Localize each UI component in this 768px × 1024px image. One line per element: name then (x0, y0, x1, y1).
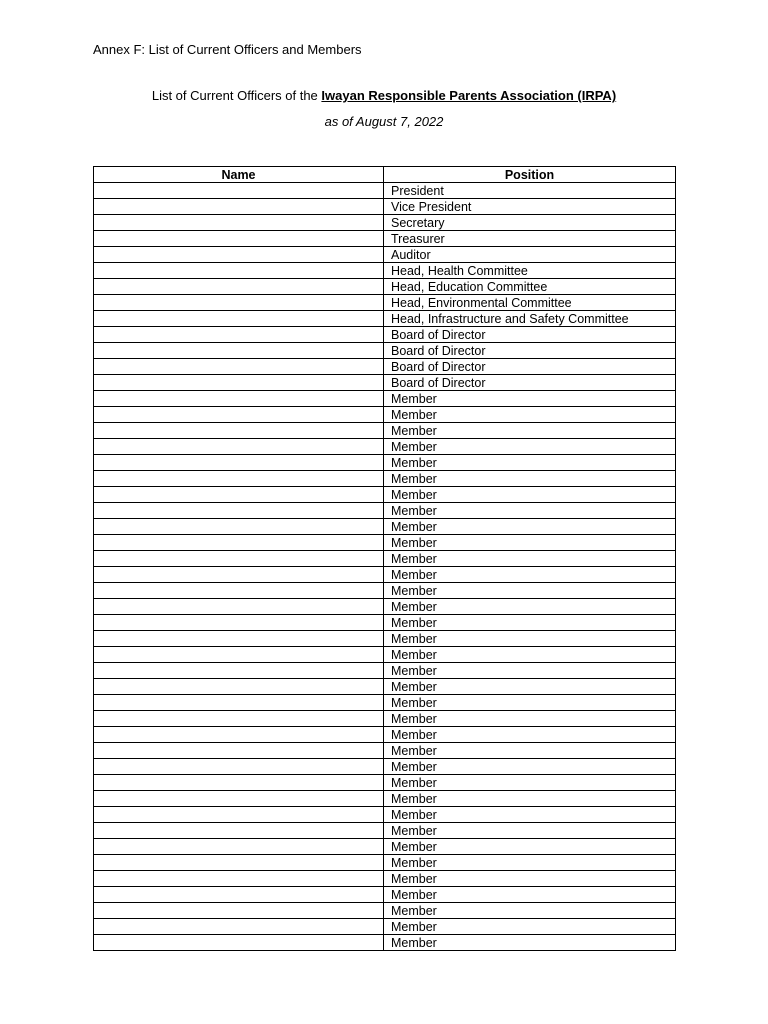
table-row (94, 551, 676, 567)
table-row (94, 775, 676, 791)
position-cell: Member (384, 727, 676, 743)
name-cell (94, 231, 384, 247)
table-row (94, 663, 676, 679)
as-of-date: as of August 7, 2022 (324, 114, 444, 129)
officers-table-body (94, 183, 676, 951)
annex-heading: Annex F: List of Current Officers and Members (93, 42, 362, 57)
position-cell: Member (384, 519, 676, 535)
name-cell (94, 743, 384, 759)
position-cell: Member (384, 903, 676, 919)
position-cell: Member (384, 679, 676, 695)
position-cell: Member (384, 855, 676, 871)
table-row (94, 855, 676, 871)
position-cell: Member (384, 663, 676, 679)
position-cell: Head, Infrastructure and Safety Committee (384, 311, 676, 327)
name-cell (94, 183, 384, 199)
position-cell: Member (384, 935, 676, 951)
name-cell (94, 871, 384, 887)
name-cell (94, 359, 384, 375)
position-cell: Member (384, 503, 676, 519)
position-cell: Member (384, 743, 676, 759)
table-row (94, 567, 676, 583)
position-cell: Board of Director (384, 359, 676, 375)
table-row (94, 503, 676, 519)
name-cell (94, 311, 384, 327)
name-cell (94, 471, 384, 487)
table-row (94, 247, 676, 263)
position-cell: Treasurer (384, 231, 676, 247)
position-cell: Member (384, 887, 676, 903)
table-row (94, 823, 676, 839)
position-cell: Member (384, 871, 676, 887)
column-header-position: Position (384, 167, 676, 183)
position-cell: Member (384, 775, 676, 791)
name-cell (94, 807, 384, 823)
table-row (94, 375, 676, 391)
table-row (94, 759, 676, 775)
name-cell (94, 551, 384, 567)
name-cell (94, 903, 384, 919)
name-cell (94, 215, 384, 231)
name-cell (94, 439, 384, 455)
position-cell: Member (384, 695, 676, 711)
name-cell (94, 855, 384, 871)
table-header-row (94, 167, 676, 183)
position-cell: Board of Director (384, 343, 676, 359)
table-row (94, 583, 676, 599)
position-cell: Member (384, 567, 676, 583)
table-row (94, 535, 676, 551)
position-cell: Head, Education Committee (384, 279, 676, 295)
name-cell (94, 679, 384, 695)
position-cell: Head, Environmental Committee (384, 295, 676, 311)
document-title (0, 88, 768, 103)
position-cell: Secretary (384, 215, 676, 231)
name-cell (94, 887, 384, 903)
name-cell (94, 583, 384, 599)
table-row (94, 263, 676, 279)
table-row (94, 599, 676, 615)
position-cell: Member (384, 759, 676, 775)
position-cell: Member (384, 823, 676, 839)
name-cell (94, 663, 384, 679)
table-row (94, 887, 676, 903)
table-row (94, 311, 676, 327)
title-prefix: List of Current Officers of the (151, 88, 322, 103)
position-cell: Member (384, 583, 676, 599)
name-cell (94, 599, 384, 615)
position-cell: Member (384, 471, 676, 487)
table-row (94, 455, 676, 471)
table-row (94, 295, 676, 311)
table-row (94, 407, 676, 423)
name-cell (94, 727, 384, 743)
position-cell: Member (384, 647, 676, 663)
position-cell: Member (384, 439, 676, 455)
table-row (94, 391, 676, 407)
table-row (94, 615, 676, 631)
position-cell: Member (384, 807, 676, 823)
table-row (94, 903, 676, 919)
table-row (94, 631, 676, 647)
name-cell (94, 375, 384, 391)
table-row (94, 471, 676, 487)
name-cell (94, 407, 384, 423)
name-cell (94, 919, 384, 935)
position-cell: Auditor (384, 247, 676, 263)
position-cell: President (384, 183, 676, 199)
table-row (94, 327, 676, 343)
table-row (94, 519, 676, 535)
name-cell (94, 199, 384, 215)
position-cell: Head, Health Committee (384, 263, 676, 279)
table-row (94, 695, 676, 711)
table-row (94, 919, 676, 935)
position-cell: Member (384, 631, 676, 647)
table-row (94, 199, 676, 215)
table-row (94, 791, 676, 807)
officers-table (93, 166, 676, 951)
position-cell: Member (384, 791, 676, 807)
table-row (94, 647, 676, 663)
name-cell (94, 519, 384, 535)
name-cell (94, 503, 384, 519)
name-cell (94, 615, 384, 631)
table-row (94, 807, 676, 823)
name-cell (94, 487, 384, 503)
name-cell (94, 791, 384, 807)
table-row (94, 679, 676, 695)
table-row (94, 215, 676, 231)
position-cell: Member (384, 455, 676, 471)
position-cell: Board of Director (384, 375, 676, 391)
table-row (94, 343, 676, 359)
table-row (94, 439, 676, 455)
table-row (94, 183, 676, 199)
position-cell: Member (384, 535, 676, 551)
table-row (94, 727, 676, 743)
name-cell (94, 247, 384, 263)
position-cell: Member (384, 839, 676, 855)
name-cell (94, 535, 384, 551)
table-row (94, 231, 676, 247)
position-cell: Member (384, 391, 676, 407)
table-row (94, 359, 676, 375)
name-cell (94, 391, 384, 407)
name-cell (94, 647, 384, 663)
position-cell: Member (384, 711, 676, 727)
table-row (94, 711, 676, 727)
name-cell (94, 935, 384, 951)
name-cell (94, 823, 384, 839)
position-cell: Member (384, 487, 676, 503)
name-cell (94, 759, 384, 775)
position-cell: Member (384, 423, 676, 439)
name-cell (94, 775, 384, 791)
name-cell (94, 327, 384, 343)
position-cell: Member (384, 551, 676, 567)
position-cell: Member (384, 599, 676, 615)
table-row (94, 487, 676, 503)
table-row (94, 279, 676, 295)
name-cell (94, 695, 384, 711)
table-row (94, 871, 676, 887)
column-header-name: Name (94, 167, 384, 183)
table-row (94, 423, 676, 439)
name-cell (94, 423, 384, 439)
position-cell: Member (384, 919, 676, 935)
name-cell (94, 263, 384, 279)
table-row (94, 743, 676, 759)
name-cell (94, 343, 384, 359)
name-cell (94, 455, 384, 471)
name-cell (94, 295, 384, 311)
name-cell (94, 839, 384, 855)
organization-name: Iwayan Responsible Parents Association (IRPA) (321, 88, 617, 103)
position-cell: Vice President (384, 199, 676, 215)
table-row (94, 839, 676, 855)
name-cell (94, 279, 384, 295)
name-cell (94, 631, 384, 647)
name-cell (94, 711, 384, 727)
name-cell (94, 567, 384, 583)
position-cell: Member (384, 615, 676, 631)
position-cell: Member (384, 407, 676, 423)
table-row (94, 935, 676, 951)
position-cell: Board of Director (384, 327, 676, 343)
